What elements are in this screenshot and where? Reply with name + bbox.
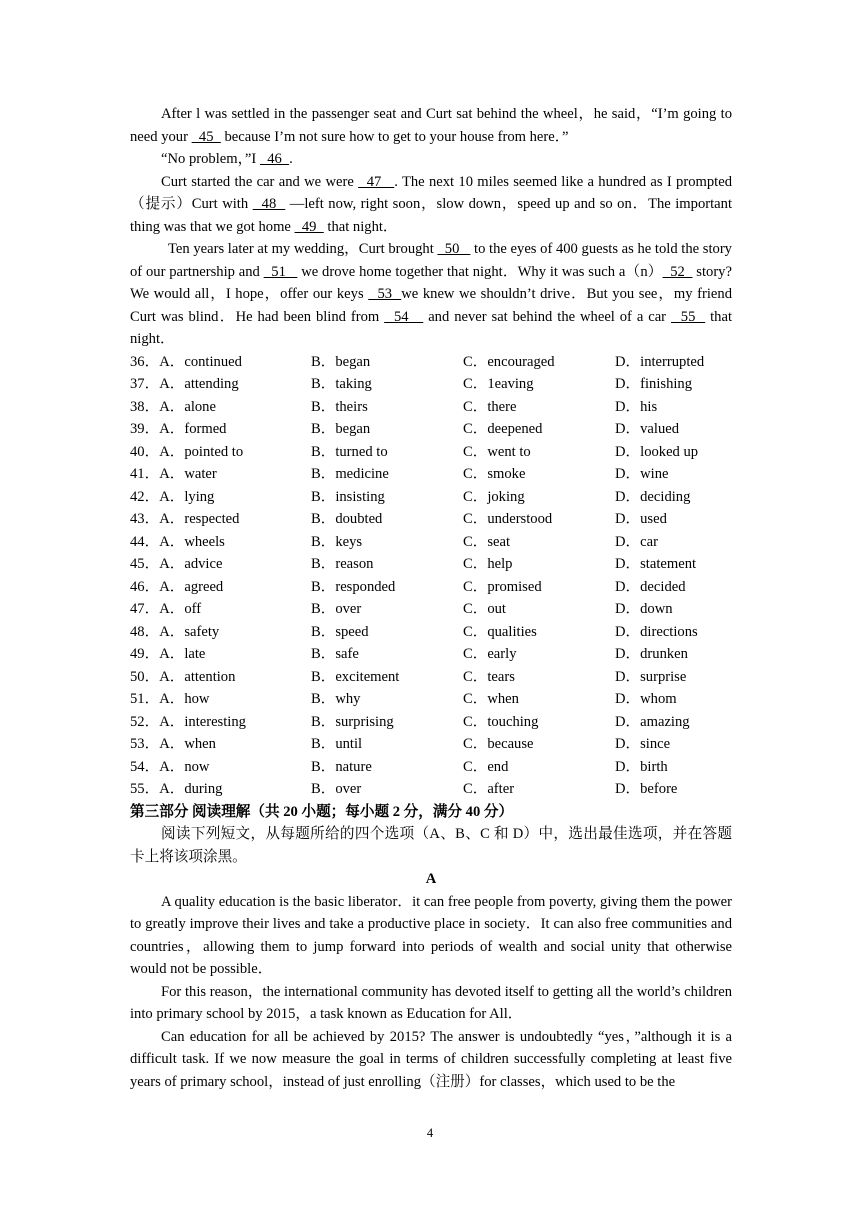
option-b: B．insisting bbox=[311, 488, 385, 505]
story-paragraph-1 bbox=[130, 103, 732, 148]
option-d: D．interrupted bbox=[615, 353, 705, 370]
question-number: 50． bbox=[130, 668, 160, 685]
option-a-text: A．now bbox=[159, 758, 210, 775]
option-b: B．until bbox=[311, 736, 363, 752]
option-a-text: A．pointed to bbox=[159, 443, 244, 460]
option-a-text: A．continued bbox=[159, 353, 242, 370]
option-a bbox=[130, 778, 311, 801]
option-b: B．over bbox=[311, 781, 362, 797]
option-c: C．understood bbox=[463, 511, 553, 527]
story-paragraph-4 bbox=[130, 238, 732, 351]
option-c: C．deepened bbox=[463, 421, 543, 437]
option-c: C．tears bbox=[463, 668, 515, 685]
option-c: C．touching bbox=[463, 713, 539, 730]
option-row bbox=[130, 373, 732, 396]
option-a-text: A．late bbox=[159, 646, 206, 662]
question-number: 48． bbox=[130, 623, 160, 640]
option-d: D．deciding bbox=[615, 488, 691, 505]
option-row bbox=[130, 396, 732, 419]
option-b: B．excitement bbox=[311, 668, 400, 685]
question-number: 52． bbox=[130, 713, 160, 730]
option-d: D．statement bbox=[615, 556, 697, 572]
story-paragraph-3 bbox=[130, 171, 732, 239]
blank-53: 53 bbox=[368, 286, 402, 302]
option-a-text: A．safety bbox=[159, 623, 220, 640]
option-b: B．nature bbox=[311, 758, 372, 775]
blank-51: 51 bbox=[263, 263, 298, 280]
story-paragraph-2 bbox=[130, 148, 732, 171]
option-d: D．wine bbox=[615, 466, 669, 482]
document-page bbox=[130, 103, 732, 1093]
option-a-text: A．during bbox=[159, 781, 223, 797]
option-a bbox=[130, 598, 311, 621]
blank-52: 52 bbox=[662, 263, 693, 280]
option-b: B．over bbox=[311, 601, 362, 617]
option-a-text: A．respected bbox=[159, 511, 240, 527]
option-a bbox=[130, 531, 311, 554]
option-row bbox=[130, 666, 732, 689]
option-d: D．before bbox=[615, 781, 678, 797]
option-d: D．looked up bbox=[615, 443, 699, 460]
option-c: C．end bbox=[463, 758, 509, 775]
option-c: C．there bbox=[463, 398, 517, 415]
blank-46: 46 bbox=[259, 151, 290, 167]
text-run: —left now, right soon，slow down，speed up and so on．The important thing was that we got home bbox=[130, 196, 732, 235]
option-a-text: A．interesting bbox=[159, 713, 246, 730]
option-row bbox=[130, 463, 732, 486]
question-number: 36． bbox=[130, 353, 160, 370]
option-a-text: A．wheels bbox=[159, 533, 225, 550]
option-row bbox=[130, 598, 732, 621]
option-row bbox=[130, 621, 732, 644]
option-d: D．down bbox=[615, 601, 673, 617]
text-run: we knew we shouldn’t drive．But you see，my friend Curt was blind．He had been blind from bbox=[130, 286, 732, 325]
option-a-text: A．water bbox=[159, 466, 217, 482]
text-run: . The next 10 miles seemed like a hundred as I prompted（提示）Curt with bbox=[130, 173, 732, 212]
option-a-text: A．off bbox=[159, 601, 202, 617]
option-d: D．finishing bbox=[615, 376, 693, 392]
option-d: D．decided bbox=[615, 578, 686, 595]
option-d: D．car bbox=[615, 533, 658, 550]
option-d: D．birth bbox=[615, 758, 668, 775]
option-a bbox=[130, 441, 311, 464]
option-c: C．because bbox=[463, 736, 534, 752]
option-c: C．joking bbox=[463, 488, 525, 505]
option-d: D．directions bbox=[615, 623, 698, 640]
option-a bbox=[130, 508, 311, 531]
question-number: 43． bbox=[130, 511, 160, 527]
answer-options-list bbox=[130, 351, 732, 801]
option-a bbox=[130, 733, 311, 756]
option-a bbox=[130, 418, 311, 441]
option-a bbox=[130, 576, 311, 599]
option-a-text: A．agreed bbox=[159, 578, 224, 595]
option-b: B．safe bbox=[311, 646, 359, 662]
option-b: B．theirs bbox=[311, 398, 368, 415]
option-d: D．used bbox=[615, 511, 667, 527]
option-b: B．began bbox=[311, 421, 371, 437]
option-row bbox=[130, 733, 732, 756]
option-a-text: A．advice bbox=[159, 556, 223, 572]
option-c: C．early bbox=[463, 646, 517, 662]
option-row bbox=[130, 576, 732, 599]
option-b: B．turned to bbox=[311, 443, 388, 460]
option-a bbox=[130, 463, 311, 486]
passage-paragraph-3: Can education for all be achieved by 2015? The answer is undoubtedly “yes，”although it is a difficult task. If we now measure the goal in terms of children successfully completing at least five years of primary school，instead of just enrolling（注册）for classes，which used to be the bbox=[130, 1028, 732, 1090]
option-row bbox=[130, 508, 732, 531]
option-row bbox=[130, 711, 732, 734]
option-b: B．medicine bbox=[311, 466, 389, 482]
question-number: 49． bbox=[130, 646, 160, 662]
option-row bbox=[130, 441, 732, 464]
option-a bbox=[130, 486, 311, 509]
option-a bbox=[130, 553, 311, 576]
question-number: 47． bbox=[130, 601, 160, 617]
option-d: D．valued bbox=[615, 421, 680, 437]
option-c: C．when bbox=[463, 691, 519, 707]
question-number: 46． bbox=[130, 578, 160, 595]
option-c: C．out bbox=[463, 601, 506, 617]
option-a bbox=[130, 396, 311, 419]
question-number: 54． bbox=[130, 758, 160, 775]
option-a bbox=[130, 711, 311, 734]
option-c: C．promised bbox=[463, 578, 542, 595]
question-number: 39． bbox=[130, 421, 160, 437]
passage-paragraph-2: For this reason，the international community has devoted itself to getting all the world’s children into primary school by 2015，a task known as Education for All． bbox=[130, 983, 732, 1022]
question-number: 53． bbox=[130, 736, 160, 752]
option-a-text: A．attention bbox=[159, 668, 236, 685]
question-number: 38． bbox=[130, 398, 160, 415]
option-row bbox=[130, 531, 732, 554]
option-b: B．responded bbox=[311, 578, 396, 595]
blank-45: 45 bbox=[191, 128, 221, 145]
text-run: we drove home together that night．Why it was such a（n） bbox=[297, 263, 663, 280]
option-b: B．surprising bbox=[311, 713, 394, 730]
option-a bbox=[130, 756, 311, 779]
option-b: B．keys bbox=[311, 533, 363, 550]
section-instruction: 阅读下列短文，从每题所给的四个选项（A、B、C 和 D）中，选出最佳选项，并在答题卡上将该项涂黑。 bbox=[130, 826, 732, 865]
option-a-text: A．attending bbox=[159, 376, 239, 392]
option-a-text: A．alone bbox=[159, 398, 216, 415]
option-d: D．his bbox=[615, 398, 658, 415]
question-number: 51． bbox=[130, 691, 160, 707]
passage-label: A bbox=[425, 871, 437, 887]
blank-49: 49 bbox=[294, 218, 324, 235]
option-d: D．since bbox=[615, 736, 671, 752]
option-row bbox=[130, 778, 732, 801]
text-run: Ten years later at my wedding，Curt brought bbox=[168, 241, 438, 257]
blank-47: 47 bbox=[358, 173, 395, 190]
option-c: C．qualities bbox=[463, 623, 537, 640]
option-b: B．taking bbox=[311, 376, 372, 392]
option-a-text: A．lying bbox=[159, 488, 215, 505]
page-number: 4 bbox=[426, 1126, 434, 1140]
text-run: and never sat behind the wheel of a car bbox=[423, 308, 671, 325]
option-c: C．help bbox=[463, 556, 513, 572]
option-d: D．drunken bbox=[615, 646, 688, 662]
option-b: B．doubted bbox=[311, 511, 383, 527]
option-a bbox=[130, 351, 311, 374]
text-run: because I’m not sure how to get to your house from here．” bbox=[220, 128, 569, 145]
option-d: D．amazing bbox=[615, 713, 690, 730]
option-a-text: A．formed bbox=[159, 421, 227, 437]
question-number: 44． bbox=[130, 533, 160, 550]
option-c: C．went to bbox=[463, 443, 531, 460]
option-row bbox=[130, 756, 732, 779]
option-d: D．surprise bbox=[615, 668, 687, 685]
option-c: C．seat bbox=[463, 533, 511, 550]
blank-48: 48 bbox=[252, 196, 286, 212]
option-c: C．1eaving bbox=[463, 376, 534, 392]
text-run: to the eyes of 400 guests as he told the story of our partnership and bbox=[130, 241, 732, 280]
option-c: C．after bbox=[463, 781, 515, 797]
question-number: 41． bbox=[130, 466, 160, 482]
option-c: C．encouraged bbox=[463, 353, 555, 370]
option-row bbox=[130, 418, 732, 441]
option-b: B．why bbox=[311, 691, 361, 707]
option-b: B．reason bbox=[311, 556, 374, 572]
text-run: that night． bbox=[130, 308, 732, 347]
text-run: . bbox=[289, 151, 293, 167]
blank-50: 50 bbox=[437, 241, 471, 257]
passage-paragraph-1: A quality education is the basic liberator．it can free people from poverty, giving them the power to greatly improve their lives and take a productive place in society．It can also free communities and countries，allowing them to jump forward into periods of wealth and social unity that otherwise would not be possible． bbox=[130, 893, 732, 977]
text-run: story? We would all，I hope，offer our keys bbox=[130, 263, 732, 302]
option-row bbox=[130, 486, 732, 509]
option-a bbox=[130, 688, 311, 711]
section-heading: 第三部分 阅读理解（共 20 小题；每小题 2 分，满分 40 分） bbox=[130, 803, 514, 820]
text-run: “No problem，”I bbox=[161, 151, 260, 167]
option-d: D．whom bbox=[615, 691, 677, 707]
option-a-text: A．when bbox=[159, 736, 216, 752]
option-row bbox=[130, 553, 732, 576]
question-number: 37． bbox=[130, 376, 160, 392]
option-row bbox=[130, 643, 732, 666]
text-run: After l was settled in the passenger seat and Curt sat behind the wheel，he said，“I’m going to need your bbox=[130, 106, 732, 145]
question-number: 40． bbox=[130, 443, 160, 460]
option-a bbox=[130, 643, 311, 666]
text-run: that night． bbox=[323, 218, 398, 235]
option-b: B．speed bbox=[311, 623, 369, 640]
question-number: 42． bbox=[130, 488, 160, 505]
option-b: B．began bbox=[311, 353, 371, 370]
question-number: 45． bbox=[130, 556, 160, 572]
option-c: C．smoke bbox=[463, 466, 526, 482]
text-run: Curt started the car and we were bbox=[161, 173, 359, 190]
option-a bbox=[130, 666, 311, 689]
option-a-text: A．how bbox=[159, 691, 210, 707]
option-row bbox=[130, 688, 732, 711]
option-a bbox=[130, 373, 311, 396]
option-a bbox=[130, 621, 311, 644]
blank-55: 55 bbox=[670, 308, 706, 325]
question-number: 55． bbox=[130, 781, 160, 797]
option-row bbox=[130, 351, 732, 374]
blank-54: 54 bbox=[384, 308, 424, 325]
